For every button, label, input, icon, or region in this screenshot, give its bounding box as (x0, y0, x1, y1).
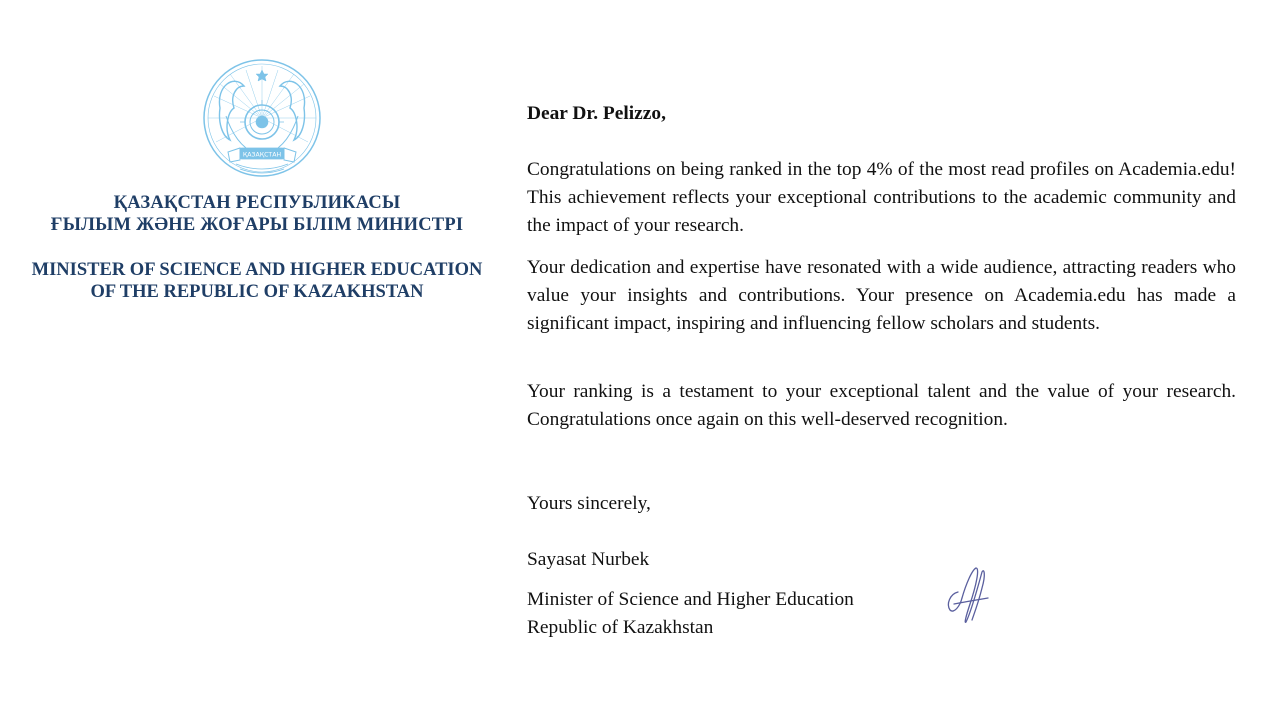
emblem-caption: ҚАЗАҚСТАН (242, 151, 282, 159)
org-name-kazakh-line1: ҚАЗАҚСТАН РЕСПУБЛИКАСЫ (113, 193, 401, 213)
signer-title: Minister of Science and Higher Education (527, 589, 854, 610)
paragraph-dedication: Your dedication and expertise have resonated with a wide audience, attracting readers who value your insights and contributions. Your presence on Academia.edu has made a significant impact, inspiring and influencing fellow scholars and students. (527, 257, 1236, 334)
paragraph-ranking: Your ranking is a testament to your exceptional talent and the value of your research. Congratulations once again on this well-deserved recognition. (527, 381, 1236, 430)
salutation: Dear Dr. Pelizzo, (527, 103, 666, 124)
org-name-english-line1: MINISTER OF SCIENCE AND HIGHER EDUCATION (31, 260, 483, 280)
closing: Yours sincerely, (527, 493, 651, 514)
paragraph-congratulations: Congratulations on being ranked in the top 4% of the most read profiles on Academia.edu! This achievement reflects your exceptional contributions to the academic community and the impact of your research. (527, 159, 1236, 236)
signer-name: Sayasat Nurbek (527, 549, 650, 570)
org-name-english-line2: OF THE REPUBLIC OF KAZAKHSTAN (90, 282, 424, 302)
signer-country: Republic of Kazakhstan (527, 617, 714, 638)
handwritten-signature-icon (942, 564, 992, 628)
state-emblem-icon (200, 56, 324, 180)
letterhead (0, 0, 514, 720)
org-name-kazakh-line2: ҒЫЛЫМ ЖӘНЕ ЖОҒАРЫ БІЛІМ МИНИСТРІ (50, 215, 464, 235)
